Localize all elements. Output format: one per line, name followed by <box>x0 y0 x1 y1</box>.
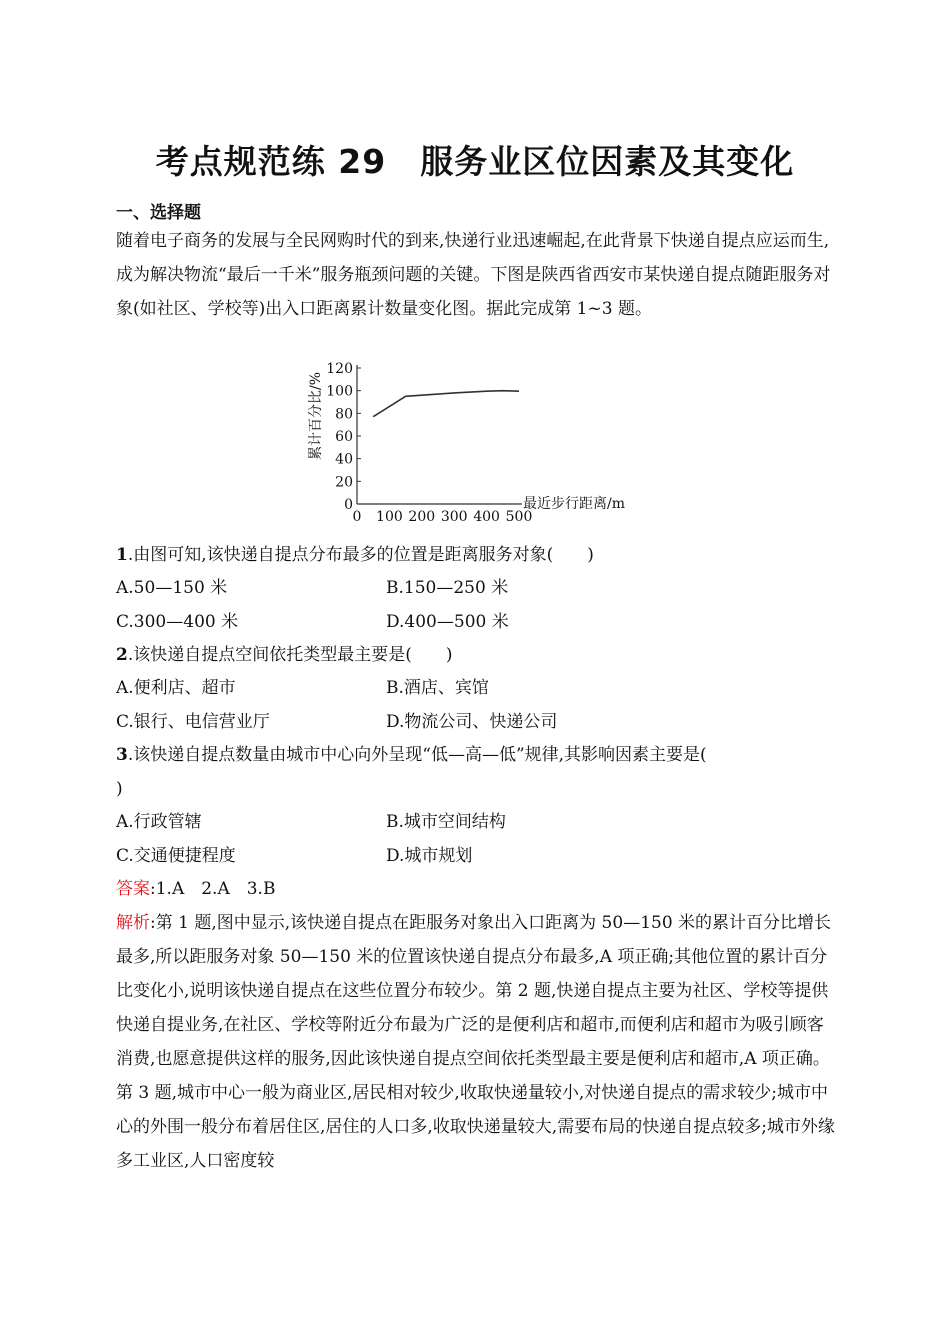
x-tick-label: 300 <box>440 509 468 525</box>
y-tick-label: 0 <box>344 497 353 513</box>
answer-label: 答案 <box>116 879 150 899</box>
option-3a: A.行政管辖 <box>116 812 202 832</box>
chart-axes <box>357 365 522 504</box>
option-2c: C.银行、电信营业厅 <box>116 712 270 732</box>
y-tick-label: 80 <box>335 406 353 423</box>
question-3 <box>116 743 707 767</box>
question-2 <box>116 643 453 667</box>
option-3b: B.城市空间结构 <box>386 812 506 832</box>
y-tick-label: 100 <box>326 383 353 400</box>
x-tick-label: 500 <box>505 509 533 525</box>
analysis-text: :第 1 题,图中显示,该快递自提点在距服务对象出入口距离为 50—150 米的累计百分比增长最多,所以距服务对象 50—150 米的位置该快递自提点分布最多,A 项正确;其他位置的累计百分比变化小,说明该快递自提点在这些位置分布较少。第 2 题,快递自提点主要为社区、学校等提供快递自提业务,在社区、学校等附近分布最为广泛的是便利店和超市,而便利店和超市为吸引顾客消费,也愿意提供这样的服务,因此该快递自提点空间依托类型最主要是便利店和超市,A 项正确。第 3 题,城市中心一般为商业区,居民相对较少,收取快递量较小,对快递自提点的需求较少;城市中心的外围一般分布着居住区,居住的人口多,收取快递量较大,需要布局的快递自提点较多;城市外缘多工业区,人口密度较 <box>116 913 835 1171</box>
option-1c: C.300—400 米 <box>116 612 239 632</box>
intro-paragraph: 随着电子商务的发展与全民网购时代的到来,快递行业迅速崛起,在此背景下快递自提点应运而生,成为解决物流“最后一千米”服务瓶颈问题的关键。下图是陕西省西安市某快递自提点随距服务对象(如社区、学校等)出入口距离累计数量变化图。据此完成第 1~3 题。 <box>116 231 831 319</box>
option-3c: C.交通便捷程度 <box>116 846 236 866</box>
option-1a: A.50—150 米 <box>116 578 228 598</box>
y-tick-label: 40 <box>335 451 353 468</box>
question-3-stem-end: ) <box>116 779 123 799</box>
x-tick-label: 400 <box>473 509 500 525</box>
y-tick-label: 120 <box>326 361 353 377</box>
section-heading: 一、选择题 <box>116 203 201 223</box>
x-tick-labels <box>353 509 533 525</box>
option-1d: D.400—500 米 <box>386 612 509 632</box>
question-1 <box>116 543 594 567</box>
series-line <box>373 391 519 417</box>
y-tick-labels <box>326 361 361 513</box>
analysis-paragraph <box>116 906 838 1178</box>
question-number: 2 <box>116 645 128 665</box>
analysis-label: 解析 <box>116 913 150 933</box>
question-stem: .由图可知,该快递自提点分布最多的位置是距离服务对象( ) <box>127 545 594 565</box>
option-2b: B.酒店、宾馆 <box>386 678 489 698</box>
y-tick-label: 60 <box>335 429 353 445</box>
option-2d: D.物流公司、快递公司 <box>386 712 558 732</box>
x-tick-label: 0 <box>352 509 362 525</box>
answer-text: :1.A 2.A 3.B <box>150 879 276 899</box>
question-stem: .该快递自提点数量由城市中心向外呈现“低—高—低”规律,其影响因素主要是( <box>127 745 707 765</box>
x-tick-label: 200 <box>408 509 436 525</box>
y-axis-label: 累计百分比/% <box>308 371 324 460</box>
x-axis-label: 最近步行距离/m <box>523 496 625 512</box>
option-2a: A.便利店、超市 <box>116 678 236 698</box>
option-1b: B.150—250 米 <box>386 578 509 598</box>
option-3d: D.城市规划 <box>386 846 473 866</box>
question-stem: .该快递自提点空间依托类型最主要是( ) <box>127 645 453 665</box>
page-title: 考点规范练 29 服务业区位因素及其变化 <box>155 142 795 181</box>
cumulative-percentage-chart <box>300 360 650 530</box>
question-number: 3 <box>116 745 128 765</box>
y-tick-label: 20 <box>335 474 353 491</box>
x-tick-label: 100 <box>376 509 403 525</box>
answer-line <box>116 877 275 901</box>
question-number: 1 <box>116 545 128 565</box>
